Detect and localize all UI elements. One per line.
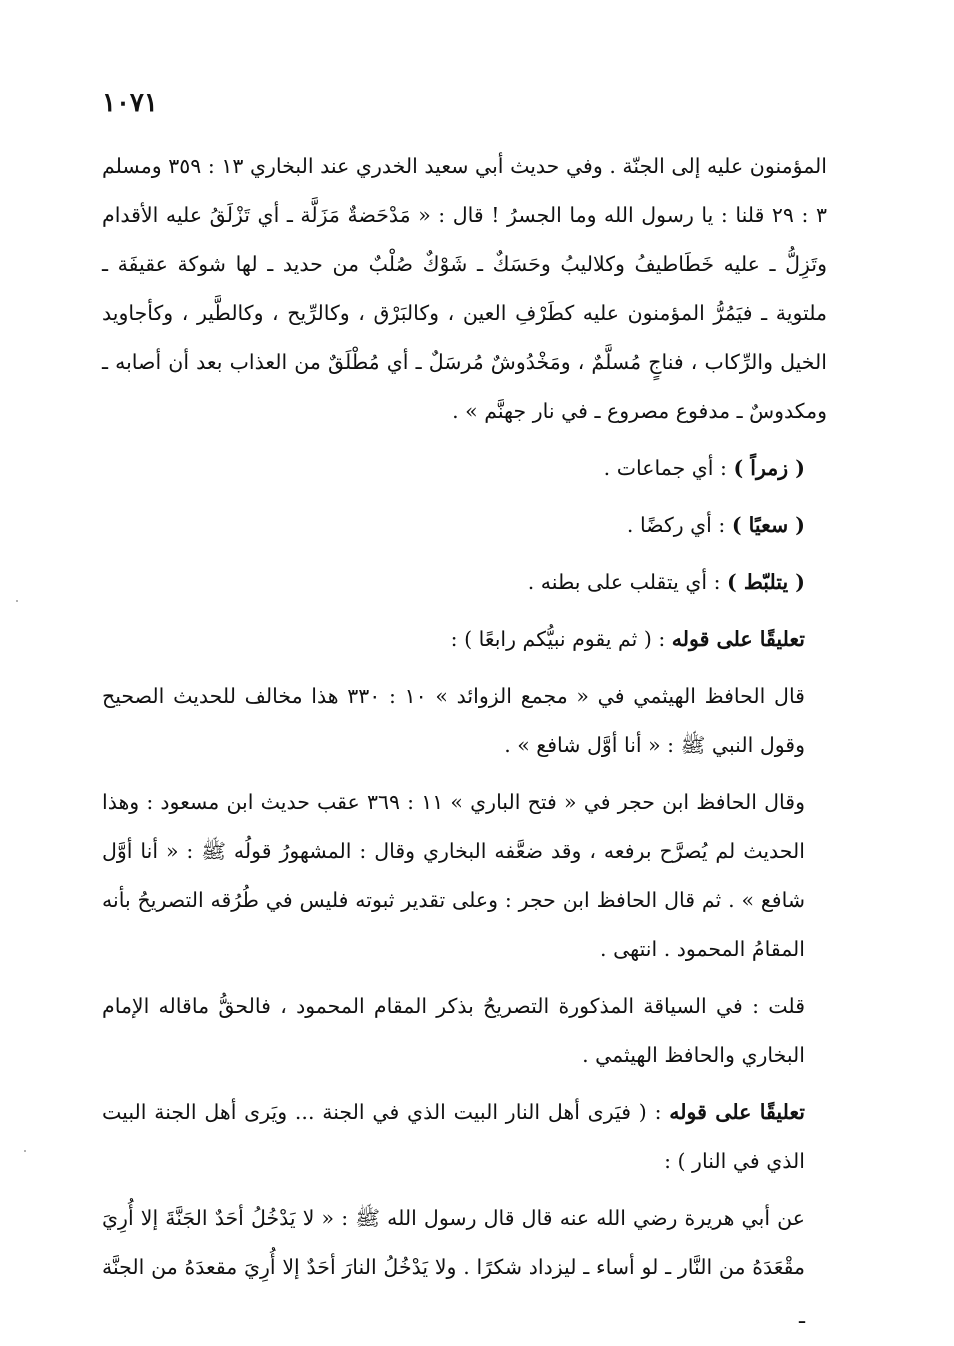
text-line: والرِّكاب ، فناجٍ مُسلَّمٌ ، ومَخْدُوشٌ مُرسَلٌ ـ أي مُطْلَقٌ من العذاب بعد أن أصابه ـ [102, 350, 773, 374]
comment-heading-text: : ( فيَرى أهل النار البيت الذي في الجنة ... ويَرى أهل الجنة البيت [102, 1100, 670, 1124]
gloss-definition: : أي جماعات . [603, 456, 734, 480]
comment-heading-fourth [102, 615, 827, 664]
text-line: المحمود . انتهى . [600, 937, 746, 961]
comment-heading-lead: تعليقًا على قوله [669, 1100, 805, 1124]
author-note-paragraph [102, 982, 827, 1080]
gloss-definition: : أي ركضًا . [626, 513, 732, 537]
gloss-definition: : أي يتقلب على بطنه . [527, 570, 727, 594]
gloss-zumar [102, 444, 827, 493]
text-line: الحديث لم يُصرَّح برفعه ، وقد ضعَّفه البخاري وقال : المشهورُ قولُه ﷺ : « أنا أوَّل [102, 839, 805, 863]
text-line: والحافظ الهيثمي . [582, 1043, 735, 1067]
text-line: وقال الحافظ ابن حجر في « فتح الباري » ١١ : ٣٦٩ عقب حديث ابن مسعود : وهذا [102, 790, 805, 814]
text-line: المؤمنون عليه إلى الجنّة . وفي حديث أبي سعيد الخدري عند البخاري ١٣ : ٣٥٩ ومسلم ٣ : [102, 154, 827, 227]
haythami-paragraph [102, 672, 827, 770]
page-number: ١٠٧١ [102, 88, 158, 118]
text-line: ومكدوسٌ ـ مدفوع مصروع ـ في نار جهنَّم » . [452, 399, 827, 423]
hadith-paragraph-bridge [102, 142, 827, 436]
text-line: شافع » . ثم قال الحافظ ابن حجر : وعلى تقدير ثبوته فليس في طُرُقه التصريحُ بأنه المقامُ [102, 888, 805, 961]
scan-speck [16, 600, 18, 602]
text-line: عن أبي هريرة رضي الله عنه قال قال رسول الله ﷺ : « لا يَدْخُلُ أحَدٌ الجَنَّةَ إلا أُرِيَ [102, 1206, 805, 1230]
text-line: مقْعَدَهُ من النَّار ـ لو أساء ـ ليزداد شكرًا . ولا يَدْخُلُ النارَ أحَدٌ إلا أُرِيَ مقعدَهُ من الجنَّة ـ [102, 1255, 805, 1328]
text-line: قال الحافظ الهيثمي في « مجمع الزوائد » ١٠ : ٣٣٠ هذا مخالف للحديث الصحيح وقول [102, 684, 805, 757]
text-line: قلت : في السياقة المذكورة التصريحُ بذكر المقام المحمود ، فالحقُّ ماقاله الإمام البخاري [102, 994, 805, 1067]
scan-speck [24, 1150, 26, 1152]
gloss-term: ( يتلبّط ) [727, 570, 805, 594]
abu-hurayra-paragraph [102, 1194, 827, 1341]
gloss-sayan [102, 501, 827, 550]
gloss-term: ( زمراً ) [733, 456, 805, 480]
comment-heading-text: : ( ثم يقوم نبيُّكم رابعًا ) : [450, 627, 672, 651]
page-body [102, 142, 827, 1341]
comment-heading-house [102, 1088, 827, 1186]
ibn-hajar-paragraph [102, 778, 827, 974]
gloss-term: ( سعيًا ) [731, 513, 805, 537]
text-line: عليه خَطَاطيفُ وكلاليبُ وحَسَكٌ ـ شَوْكٌ صُلْبٌ من حديد ـ لها شوكة عقيفَة ـ ملتوية ـ [102, 252, 827, 325]
comment-heading-lead: تعليقًا على قوله [671, 627, 805, 651]
text-line: فيَمُرُّ المؤمنون عليه كطَرْفِ العين ، وكالبَرْق ، وكالرِّيح ، وكالطَّير ، وكأجاويد الخيل [102, 301, 827, 374]
gloss-yatalabbat [102, 558, 827, 607]
text-line: ٢٩ قلنا : يا رسول الله وما الجسرُ ! قال : « مَدْحَضةٌ مَزَلَّة ـ أي تَزْلَقُ عليه الأقدام وتَزِلُّ ـ [102, 203, 827, 276]
text-line: النبي ﷺ : « أنا أوَّل شافع » . [504, 733, 754, 757]
comment-heading-text: الذي في النار ) : [664, 1149, 805, 1173]
